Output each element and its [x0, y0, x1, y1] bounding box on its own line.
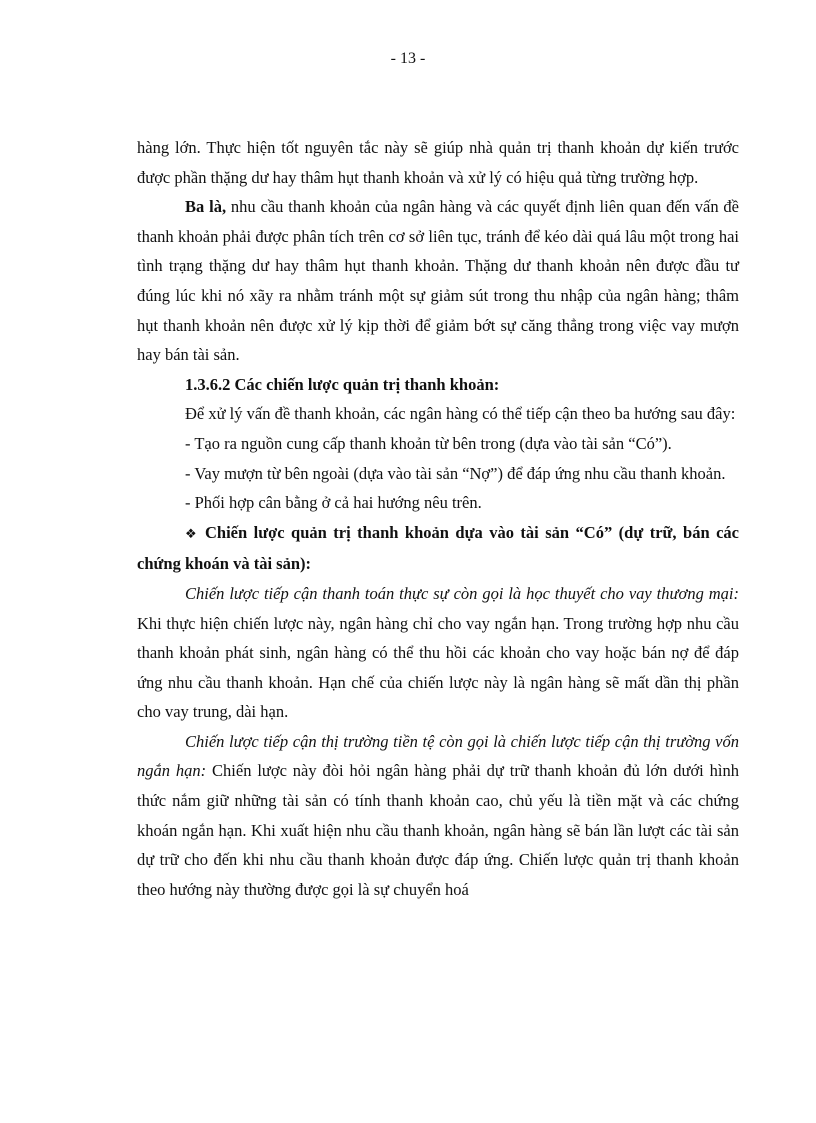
bullet-heading-text: Chiến lược quản trị thanh khoản dựa vào tài sản “Có” (dự trữ, bán các chứng khoán và tài sản):: [137, 522, 739, 574]
paragraph-ba-la: [137, 192, 739, 370]
paragraph-commercial-loan-strategy: [137, 579, 739, 727]
paragraph-italic-lead: Chiến lược tiếp cận thanh toán thực sự còn gọi là học thuyết cho vay thương mại:: [185, 583, 739, 603]
paragraph-italic-lead: Chiến lược tiếp cận thị trường tiền tệ còn gọi là chiến lược tiếp cận thị trường vốn ngắn hạn:: [137, 731, 739, 781]
paragraph-text: Chiến lược này đòi hỏi ngân hàng phải dự trữ thanh khoản đủ lớn dưới hình thức nắm giữ những tài sản có tính thanh khoản cao, chủ yếu là tiền mặt và các chứng khoán ngắn hạn. Khi xuất hiện nhu cầu thanh khoản, ngân hàng sẽ bán lần lượt các tài sản dự trữ cho đến khi nhu cầu thanh khoản được đáp ứng. Chiến lược quản trị thanh khoản theo hướng này thường được gọi là sự chuyển hoá: [137, 761, 739, 899]
diamond-bullet-icon: ❖: [185, 526, 199, 542]
list-item: - Phối hợp cân bằng ở cả hai hướng nêu trên.: [185, 493, 482, 513]
paragraph-continuation: hàng lớn. Thực hiện tốt nguyên tắc này sẽ giúp nhà quản trị thanh khoản dự kiến trước được phần thặng dư hay thâm hụt thanh khoản và xử lý có hiệu quả từng trường hợp.: [137, 138, 739, 187]
page-number: - 13 -: [390, 50, 426, 67]
list-item: - Vay mượn từ bên ngoài (dựa vào tài sản “Nợ”) để đáp ứng nhu cầu thanh khoản.: [185, 463, 726, 483]
page-body: [137, 133, 739, 904]
paragraph-text: nhu cầu thanh khoản của ngân hàng và các quyết định liên quan đến vấn đề thanh khoản phải được phân tích trên cơ sở liên tục, tránh để kéo dài quá lâu một trong hai tình trạng thặng dư hay thâm hụt thanh khoản. Thặng dư thanh khoản nên được đầu tư đúng lúc khi nó xãy ra nhằm tránh một sự giảm sút trong thu nhập của ngân hàng; thâm hụt thanh khoản nên được xử lý kịp thời để giảm bớt sự căng thẳng trong việc vay mượn hay bán tài sản.: [137, 197, 739, 365]
paragraph-money-market-strategy: [137, 727, 739, 905]
bullet-heading: [137, 518, 739, 579]
section-heading: 1.3.6.2 Các chiến lược quản trị thanh khoản:: [185, 374, 500, 394]
paragraph-lead-bold: Ba là,: [185, 197, 227, 217]
list-item: - Tạo ra nguồn cung cấp thanh khoản từ bên trong (dựa vào tài sản “Có”).: [185, 433, 672, 453]
paragraph-text: Khi thực hiện chiến lược này, ngân hàng chỉ cho vay ngắn hạn. Trong trường hợp nhu cầu thanh khoản phát sinh, ngân hàng có thể thu hồi các khoản cho vay hoặc bán nợ để đáp ứng nhu cầu thanh khoản. Hạn chế của chiến lược này là ngân hàng sẽ mất dần thị phần cho vay trung, dài hạn.: [137, 613, 739, 722]
paragraph-intro: Để xử lý vấn đề thanh khoản, các ngân hàng có thể tiếp cận theo ba hướng sau đây:: [185, 404, 736, 424]
